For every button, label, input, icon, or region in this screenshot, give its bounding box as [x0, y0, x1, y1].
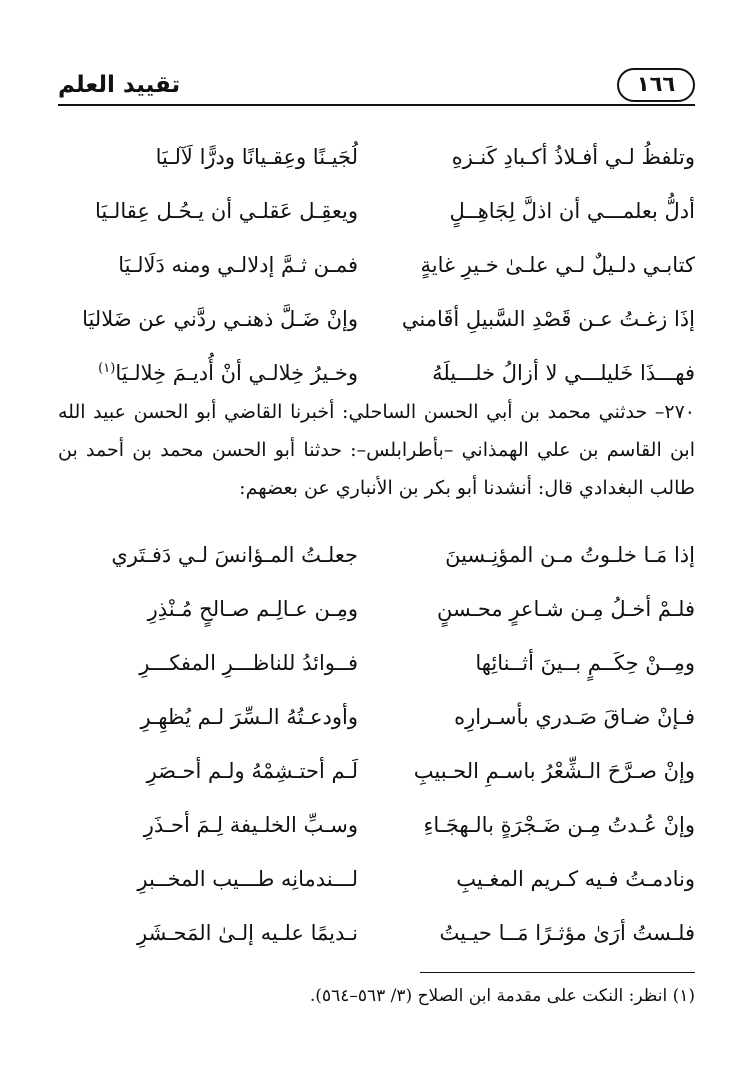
- couplet-first-hemistich: ونادمـتُ فـيه كـريم المغـيبِ: [456, 867, 695, 891]
- couplet-second-hemistich: فــوائدُ للناظـــرِ المفكـــرِ: [139, 651, 358, 675]
- poem-couplet: [58, 528, 695, 582]
- couplet-first-hemistich: أدلُّ بعلمـــي أن اذلَّ لِجَاهِــلٍ: [449, 199, 695, 223]
- couplet-first-hemistich: إذا مَـا خلـوتُ مـن المؤنِـسينَ: [445, 543, 695, 567]
- couplet-first-hemistich: وإنْ عُـدتُ مِـن ضَـجْرَةٍ بالـهجَـاءِ: [423, 813, 695, 837]
- poem-couplet: [58, 906, 695, 960]
- couplet-second-hemistich: لـــندمانِه طـــيب المخــبرِ: [137, 867, 358, 891]
- footnote: (١) انظر: النكت على مقدمة ابن الصلاح (٣/ ٥٦٣–٥٦٤).: [309, 986, 695, 1006]
- couplet-second-hemistich: ويعقِـل عَقلـي أن يـحُـل عِقالـيَا: [95, 199, 358, 223]
- couplet-second-hemistich: فمـن ثـمَّ إدلالـي ومنه دَلَالـيَا: [118, 253, 358, 277]
- poem-couplet: [58, 798, 695, 852]
- couplet-second-hemistich: وأودعـتُهُ الـسِّرَ لـم يُظهِـرِ: [140, 705, 358, 729]
- book-title: تقييد العلم: [58, 72, 181, 98]
- narration-paragraph: [58, 393, 695, 507]
- poem-couplet: [58, 130, 695, 184]
- poem-couplet: [58, 238, 695, 292]
- hemistich-text: وخـيرُ خِلالـي أنْ أُديـمَ خِلالـيَا: [115, 361, 358, 385]
- couplet-second-hemistich: لَـم أحتـشِمْهُ ولـم أحـصَرِ: [146, 759, 358, 783]
- poem-second: [58, 528, 695, 960]
- poem-couplet: [58, 636, 695, 690]
- footnote-reference[interactable]: (١): [98, 361, 116, 376]
- couplet-first-hemistich: إذَا زغـتُ عـن قَصْدِ السَّبيلِ أقَامني: [401, 307, 695, 331]
- narration-text: ٢٧٠– حدثني محمد بن أبي الحسن الساحلي: أخبرنا القاضي أبو الحسن عبيد الله ابن القاسم بن علي الهمذاني –بأطرابلس–: حدثنا أبو الحسن محمد بن أحمد بن طالب البغدادي قال: أنشدنا أبو بكر بن الأنباري عن بعضهم:: [58, 401, 695, 499]
- couplet-second-hemistich: جعلـتُ المـؤانسَ لـي دَفـتَري: [111, 543, 358, 567]
- poem-couplet: [58, 582, 695, 636]
- couplet-second-hemistich: [58, 346, 358, 400]
- couplet-second-hemistich: نـديمًا علـيه إلـىٰ المَحـشَرِ: [137, 921, 358, 945]
- header-rule: [58, 104, 695, 106]
- footnote-separator: [420, 972, 695, 973]
- poem-couplet: [58, 184, 695, 238]
- poem-couplet: [58, 744, 695, 798]
- couplet-second-hemistich: وسـبِّ الخلـيفة لِـمَ أحـذَرِ: [143, 813, 358, 837]
- couplet-first-hemistich: فلـمْ أخـلُ مِـن شـاعرٍ محـسنٍ: [436, 597, 695, 621]
- couplet-first-hemistich: ومِــنْ حِكَــمٍ بــينَ أثــنائِها: [475, 651, 695, 675]
- couplet-first-hemistich: وتلفظُ لـي أفـلاذُ أكـبادِ كَنـزهِ: [451, 145, 695, 169]
- couplet-first-hemistich: كتابـي دلـيلٌ لـي علـىٰ خـيرِ غايةٍ: [420, 253, 695, 277]
- couplet-first-hemistich: فـإنْ ضـاقَ صَـدري بأسـرارِه: [454, 705, 695, 729]
- poem-first: [58, 130, 695, 400]
- couplet-first-hemistich: فلـستُ أرَىٰ مؤثـرًا مَــا حيـيتُ: [439, 921, 695, 945]
- poem-couplet: [58, 690, 695, 744]
- poem-couplet: [58, 292, 695, 346]
- couplet-first-hemistich: وإنْ صـرَّحَ الـشِّعْرُ باسـمِ الحـبيبِ: [413, 759, 695, 783]
- couplet-second-hemistich: لُجَيـنًا وعِقـيانًا ودرًّا لَآلـيَا: [155, 145, 358, 169]
- poem-couplet: [58, 346, 695, 400]
- page-number: ١٦٦: [617, 68, 695, 102]
- couplet-second-hemistich: وإنْ ضَـلَّ ذهنـي ردَّني عن ضَلاليَا: [82, 307, 358, 331]
- couplet-first-hemistich: فهـــذَا خَليلـــي لا أزالُ خلـــيلَهُ: [432, 361, 695, 385]
- page-header: [58, 62, 695, 106]
- couplet-second-hemistich: ومِـن عـالِـم صـالحٍ مُـنْذِرِ: [147, 597, 358, 621]
- poem-couplet: [58, 852, 695, 906]
